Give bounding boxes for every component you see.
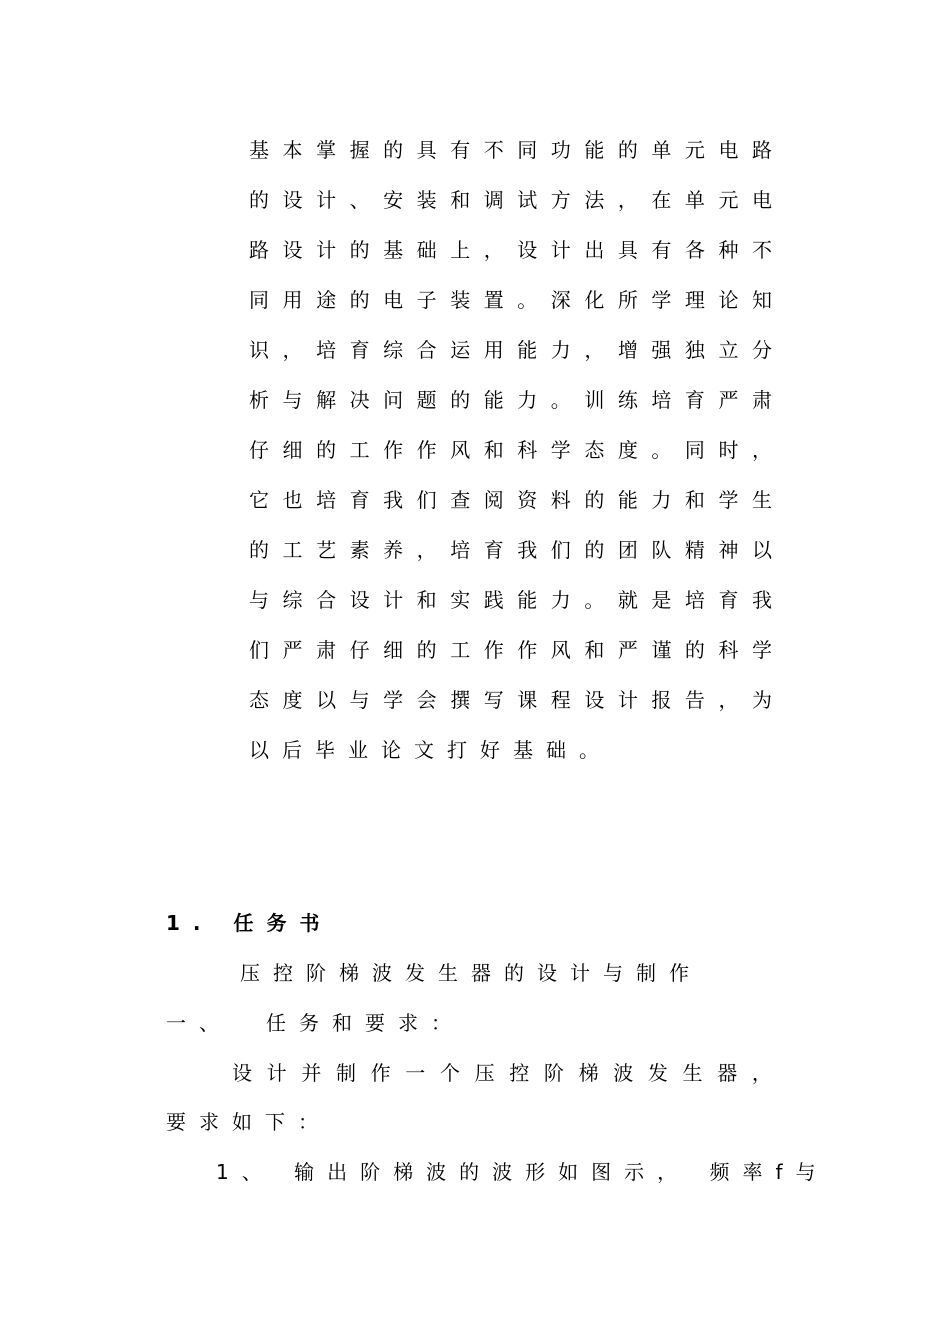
item-number: 一、: [166, 1011, 232, 1035]
item-heading: 任务和要求：: [266, 1011, 464, 1035]
requirement-1: 1、 输出阶梯波的波形如图示， 频率f与: [216, 1160, 829, 1184]
intro-line: 的 工 艺 素 养 ， 培 育 我 们 的 团 队 精 神 以: [249, 538, 772, 562]
task-paragraph-line: 设 计 并 制 作 一 个 压 控 阶 梯 波 发 生 器 ，: [232, 1061, 772, 1085]
task-paragraph-line: 要求如下：: [166, 1110, 331, 1134]
intro-line: 识 ， 培 育 综 合 运 用 能 力 ， 增 强 独 立 分: [249, 338, 772, 362]
intro-line: 与 综 合 设 计 和 实 践 能 力 。 就 是 培 育 我: [249, 588, 772, 612]
intro-line: 的 设 计 、 安 装 和 调 试 方 法 ， 在 单 元 电: [249, 188, 772, 212]
intro-line: 仔 细 的 工 作 作 风 和 科 学 态 度 。 同 时 ，: [249, 438, 772, 462]
intro-line: 路 设 计 的 基 础 上 ， 设 计 出 具 有 各 种 不: [249, 238, 772, 262]
section-heading: 1. 任务书: [166, 911, 333, 935]
intro-line: 以后毕业论文打好基础。: [249, 738, 612, 762]
intro-line: 它 也 培 育 我 们 查 阅 资 料 的 能 力 和 学 生: [249, 488, 772, 512]
intro-line: 析 与 解 决 问 题 的 能 力 。 训 练 培 育 严 肃: [249, 388, 772, 412]
intro-line: 态 度 以 与 学 会 撰 写 课 程 设 计 报 告 ， 为: [249, 688, 772, 712]
intro-line: 同 用 途 的 电 子 装 置 。 深 化 所 学 理 论 知: [249, 288, 772, 312]
project-title: 压控阶梯波发生器的设计与制作: [240, 961, 702, 985]
intro-line: 基 本 掌 握 的 具 有 不 同 功 能 的 单 元 电 路: [249, 138, 772, 162]
intro-line: 们 严 肃 仔 细 的 工 作 作 风 和 严 谨 的 科 学: [249, 638, 772, 662]
